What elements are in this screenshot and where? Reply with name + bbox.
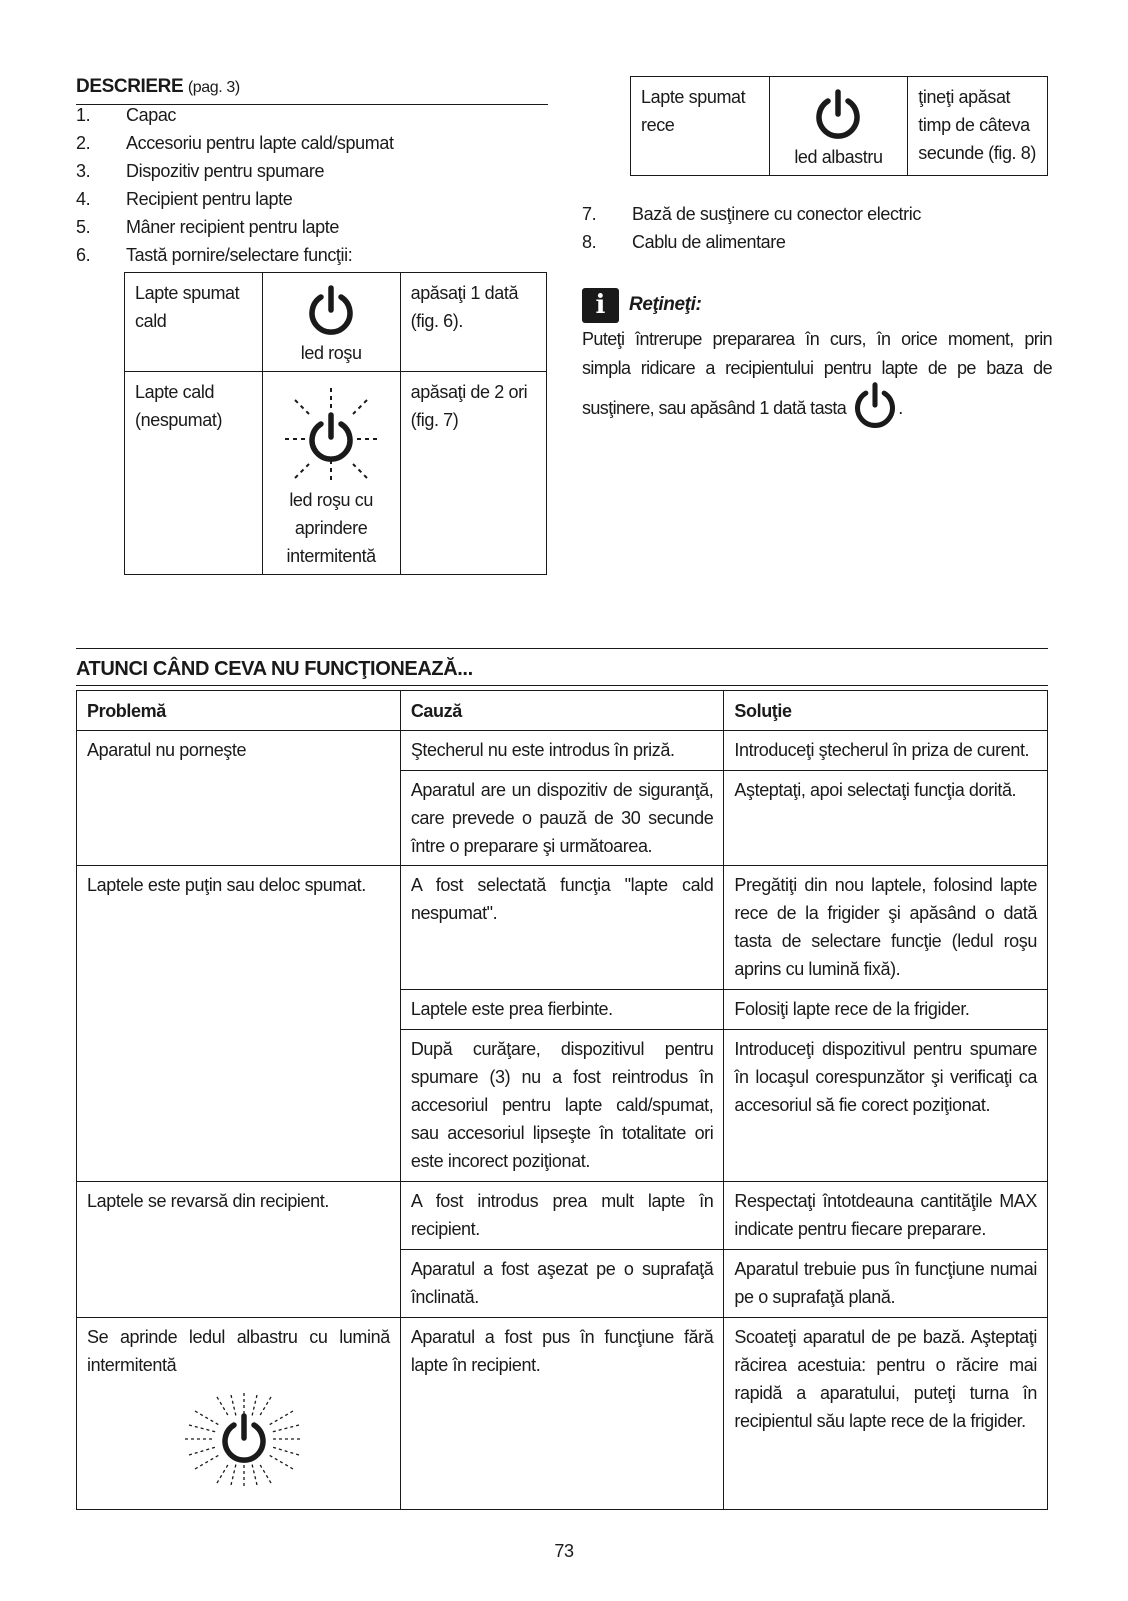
list-item: 7. Bază de susţinere cu conector electric [582, 204, 921, 224]
table-row [77, 1182, 1048, 1250]
power-icon [306, 285, 356, 337]
led-label: led roşu [300, 343, 362, 363]
solution-cell: Aparatul trebuie pus în funcţiune numai pe o suprafaţă plană. [724, 1250, 1048, 1318]
power-blinking-icon [179, 1389, 309, 1489]
info-icon: i [582, 288, 619, 323]
function-action: ţineţi apăsat timp de câteva secunde (fig. 8) [908, 77, 1048, 176]
power-icon [852, 382, 898, 430]
problem-cell: Se aprinde ledul albastru cu lumină intermitentă [87, 1327, 390, 1375]
table-row [125, 372, 547, 575]
note-text: Puteţi întrerupe prepararea în curs, în orice moment, prin simpla ridicare a recipientului pentru lapte de pe baza de susţinere, sau apăsând 1 dată tasta . [582, 325, 1052, 430]
cause-cell: Aparatul a fost pus în funcţiune fără lapte în recipient. [400, 1318, 724, 1510]
parts-list [76, 101, 548, 269]
description-title: DESCRIERE [76, 76, 184, 97]
table-row [125, 273, 547, 372]
solution-cell: Scoateţi aparatul de pe bază. Aşteptaţi răcirea acestuia: pentru o răcire mai rapidă a aparatului, puteţi turna în recipientul său lapte rece de la frigider. [724, 1318, 1048, 1510]
function-table-continued [630, 76, 1048, 176]
power-blinking-icon [281, 384, 381, 484]
header-problem: Problemă [77, 691, 401, 731]
cause-cell: Aparatul a fost aşezat pe o suprafaţă înclinată. [400, 1250, 724, 1318]
list-item: 2. Accesoriu pentru lapte cald/spumat [76, 133, 394, 153]
solution-cell: Introduceţi dispozitivul pentru spumare în locaşul corespunzător şi verificaţi ca accesoriul să fie corect poziţionat. [724, 1030, 1048, 1182]
description-page-ref: (pag. 3) [187, 79, 240, 96]
note-box [582, 285, 1052, 430]
note-title: Reţineţi: [629, 294, 702, 315]
troubleshooting-title: ATUNCI CÂND CEVA NU FUNCŢIONEAZĂ... [76, 654, 1048, 686]
table-header-row [77, 691, 1048, 731]
solution-cell: Folosiţi lapte rece de la frigider. [724, 990, 1048, 1030]
problem-cell: Laptele se revarsă din recipient. [77, 1182, 401, 1318]
table-row [631, 77, 1048, 176]
function-name: Lapte spumat cald [125, 273, 263, 372]
cause-cell: Laptele este prea fierbinte. [400, 990, 724, 1030]
list-item: 5. Mâner recipient pentru lapte [76, 217, 339, 237]
problem-cell: Aparatul nu porneşte [77, 731, 401, 866]
table-row [77, 866, 1048, 990]
function-action: apăsaţi 1 dată (fig. 6). [400, 273, 546, 372]
header-cause: Cauză [400, 691, 724, 731]
problem-cell: Laptele este puţin sau deloc spumat. [77, 866, 401, 1182]
solution-cell: Respectaţi întotdeauna cantităţile MAX indicate pentru fiecare preparare. [724, 1182, 1048, 1250]
list-item: 3. Dispozitiv pentru spumare [76, 161, 325, 181]
solution-cell: Introduceţi ştecherul în priza de curent. [724, 731, 1048, 771]
list-item: 6. Tastă pornire/selectare funcţii: [76, 245, 353, 265]
led-label: led albastru [794, 147, 883, 167]
troubleshooting-table [76, 690, 1048, 1510]
cause-cell: A fost introdus prea mult lapte în recipient. [400, 1182, 724, 1250]
led-label: led roşu cu aprindere intermitentă [286, 490, 376, 566]
cause-cell: Aparatul are un dispozitiv de siguranţă, care prevede o pauză de 30 secunde între o preparare şi următoarea. [400, 771, 724, 866]
cause-cell: După curăţare, dispozitivul pentru spumare (3) nu a fost reintrodus în accesoriul pentru lapte cald/spumat, sau accesoriul lipseşte în totalitate ori este incorect poziţionat. [400, 1030, 724, 1182]
function-name: Lapte spumat rece [631, 77, 770, 176]
header-solution: Soluţie [724, 691, 1048, 731]
page-number: 73 [554, 1541, 574, 1561]
function-action: apăsaţi de 2 ori (fig. 7) [400, 372, 546, 575]
cause-cell: Ştecherul nu este introdus în priză. [400, 731, 724, 771]
solution-cell: Pregătiţi din nou laptele, folosind lapte rece de la frigider şi apăsând o dată tasta de selectare funcţie (ledul roşu aprins cu lumină fixă). [724, 866, 1048, 990]
list-item: 4. Recipient pentru lapte [76, 189, 293, 209]
section-divider [76, 648, 1048, 649]
function-table [124, 272, 547, 575]
solution-cell: Aşteptaţi, apoi selectaţi funcţia dorită. [724, 771, 1048, 866]
parts-list-continued [582, 200, 1052, 256]
list-item: 8. Cablu de alimentare [582, 232, 786, 252]
cause-cell: A fost selectată funcţia "lapte cald nespumat". [400, 866, 724, 990]
table-row [77, 1318, 1048, 1510]
table-row [77, 731, 1048, 771]
power-icon [813, 89, 863, 141]
list-item: 1. Capac [76, 105, 177, 125]
function-name: Lapte cald (nespumat) [125, 372, 263, 575]
